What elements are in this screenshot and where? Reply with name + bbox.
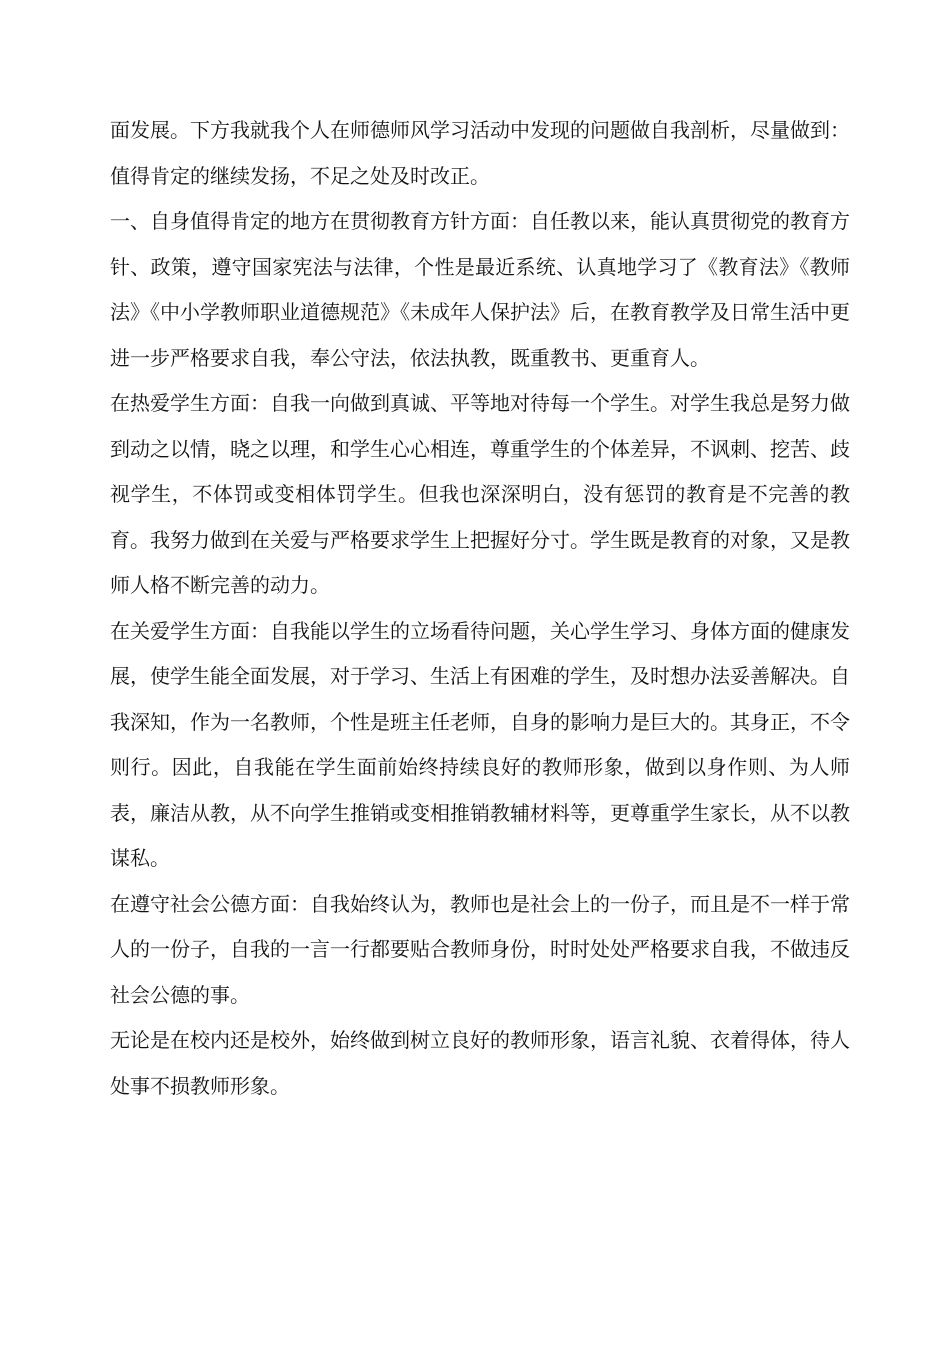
paragraph-intro-continuation: 面发展。下方我就我个人在师德师风学习活动中发现的问题做自我剖析，尽量做到：值得肯定的继续发扬，不足之处及时改正。	[110, 118, 850, 188]
paragraph-love-students: 在热爱学生方面：自我一向做到真诚、平等地对待每一个学生。对学生我总是努力做到动之以情，晓之以理，和学生心心相连，尊重学生的个体差异，不讽刺、挖苦、歧视学生，不体罚或变相体罚学生。但我也深深明白，没有惩罚的教育是不完善的教育。我努力做到在关爱与严格要求学生上把握好分寸。学生既是教育的对象，又是教师人格不断完善的动力。	[110, 391, 850, 597]
document-body	[110, 108, 850, 1109]
paragraph-social-ethics: 在遵守社会公德方面：自我始终认为，教师也是社会上的一份子，而且是不一样于常人的一份子，自我的一言一行都要贴合教师身份，时时处处严格要求自我，不做违反社会公德的事。	[110, 891, 850, 1007]
paragraph-care-students: 在关爱学生方面：自我能以学生的立场看待问题，关心学生学习、身体方面的健康发展，使学生能全面发展，对于学习、生活上有困难的学生，及时想办法妥善解决。自我深知，作为一名教师，个性是班主任老师，自身的影响力是巨大的。其身正，不令则行。因此，自我能在学生面前始终持续良好的教师形象，做到以身作则、为人师表，廉洁从教，从不向学生推销或变相推销教辅材料等，更尊重学生家长，从不以教谋私。	[110, 618, 850, 870]
paragraph-teacher-image: 无论是在校内还是校外，始终做到树立良好的教师形象，语言礼貌、衣着得体，待人处事不损教师形象。	[110, 1028, 850, 1098]
paragraph-education-policy: 一、自身值得肯定的地方在贯彻教育方针方面：自任教以来，能认真贯彻党的教育方针、政策，遵守国家宪法与法律，个性是最近系统、认真地学习了《教育法》《教师法》《中小学教师职业道德规范》《未成年人保护法》后，在教育教学及日常生活中更进一步严格要求自我，奉公守法，依法执教，既重教书、更重育人。	[110, 209, 850, 370]
